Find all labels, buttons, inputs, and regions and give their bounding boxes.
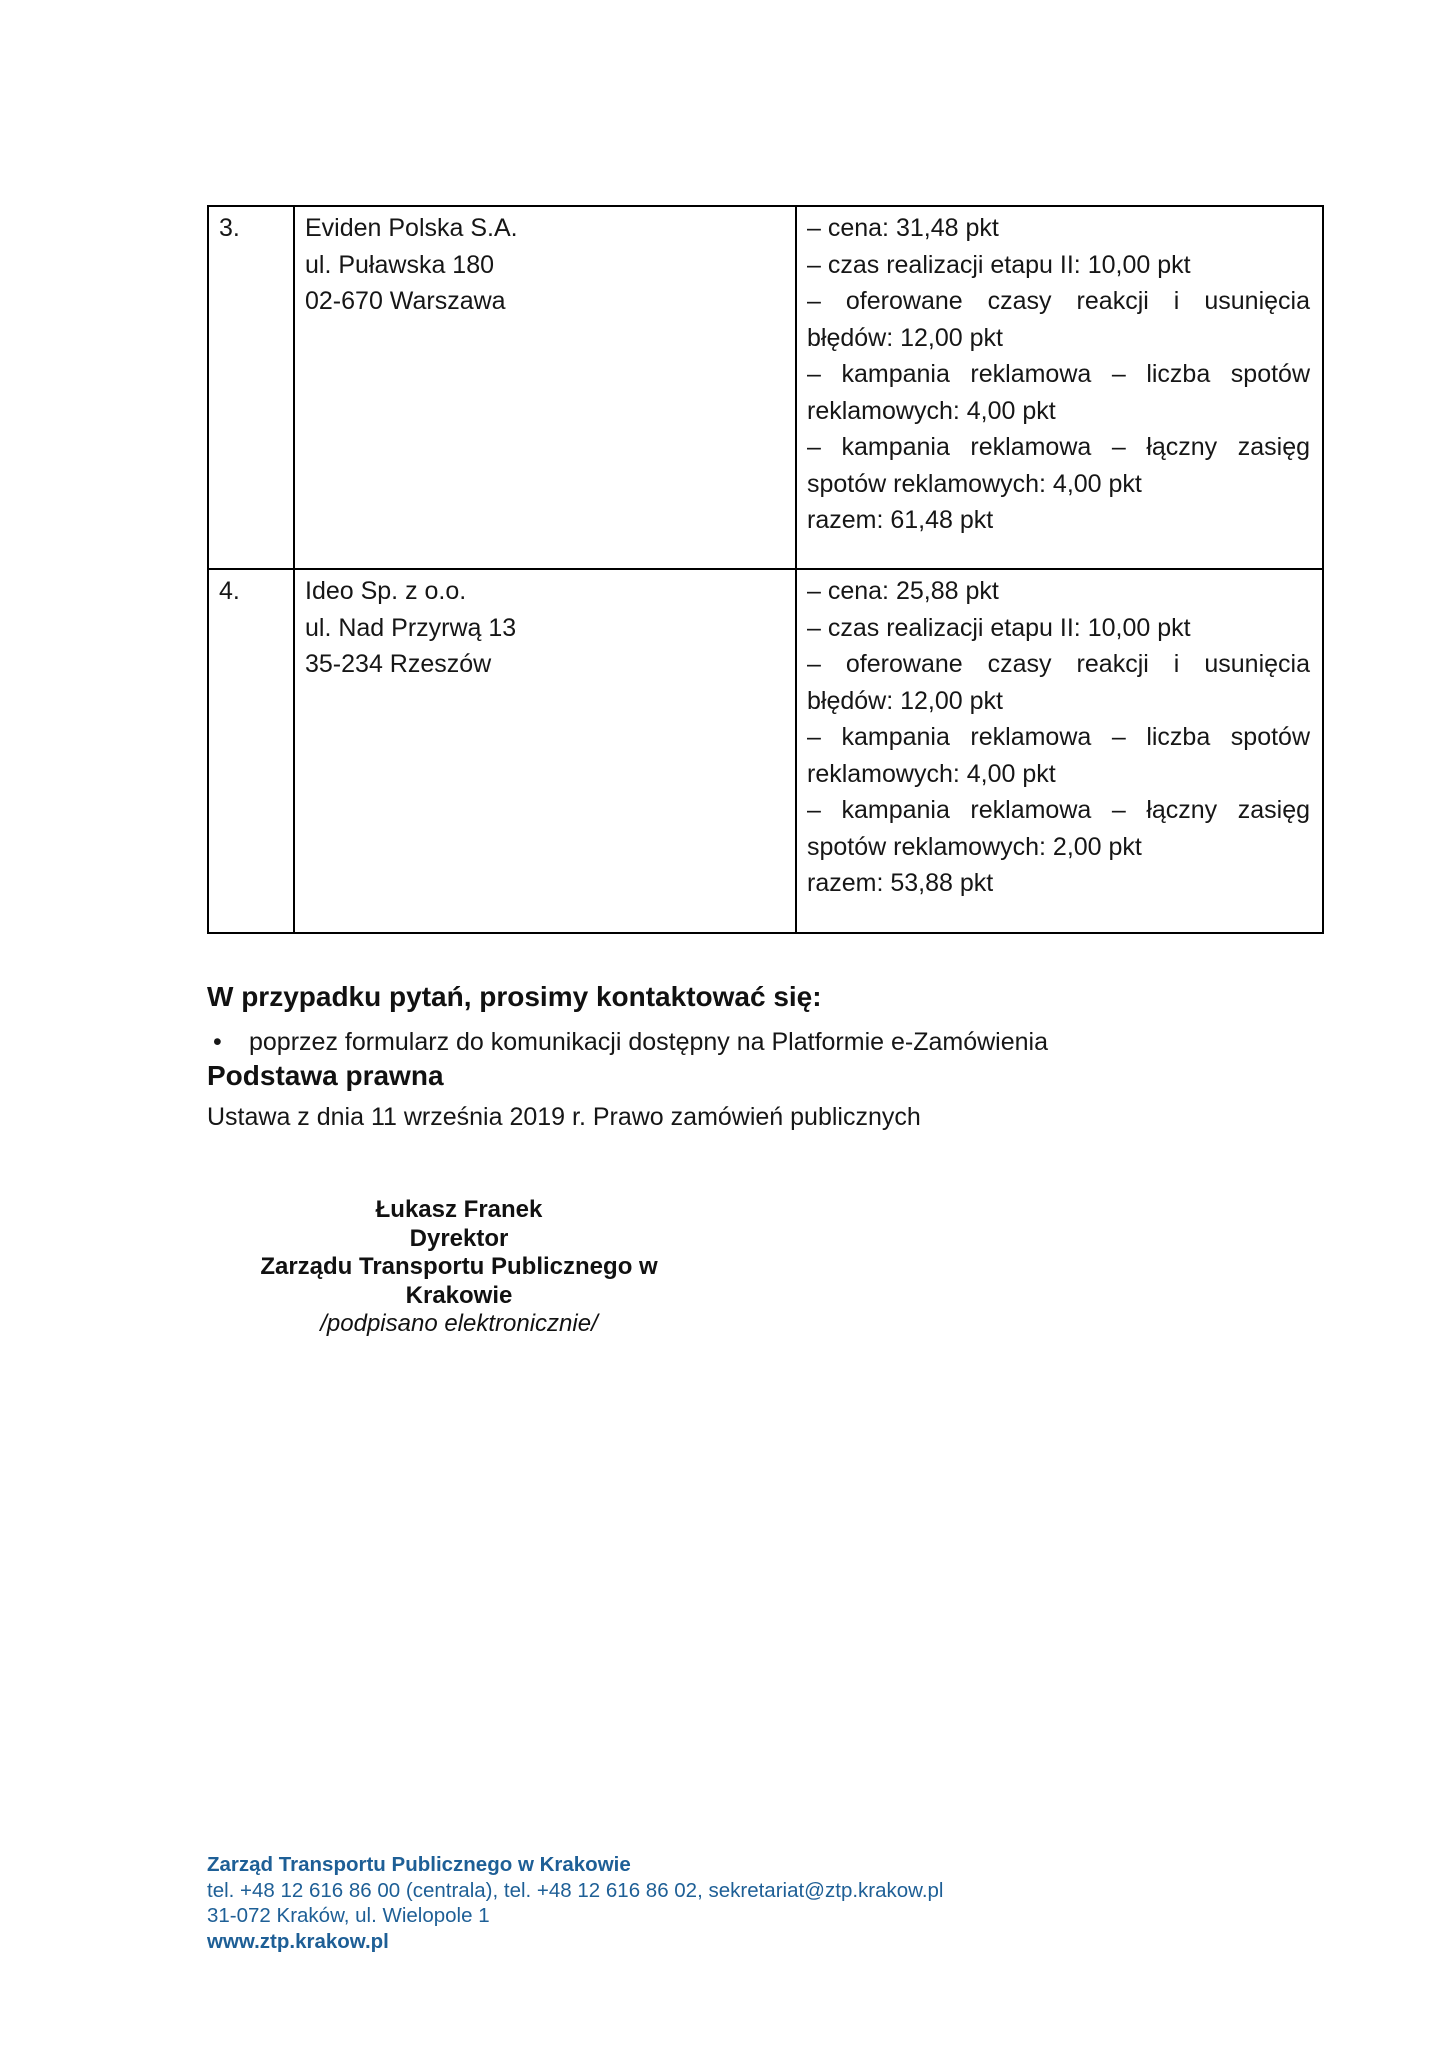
contact-bullet-item <box>207 1024 1048 1060</box>
company-city: 35-234 Rzeszów <box>305 650 492 678</box>
legal-basis-heading: Podstawa prawna <box>207 1060 444 1091</box>
company-name: Ideo Sp. z o.o. <box>305 577 467 605</box>
footer-website: www.ztp.krakow.pl <box>207 1929 389 1953</box>
signature-block <box>207 1196 711 1339</box>
letterhead-footer <box>207 1852 944 1954</box>
score-total: razem: 61,48 pkt <box>807 506 994 534</box>
legal-basis-text: Ustawa z dnia 11 września 2019 r. Prawo zamówień publicznych <box>207 1103 921 1131</box>
row-number: 3. <box>219 214 240 242</box>
contact-bullet-text: poprzez formularz do komunikacji dostępny na Platformie e-Zamówienia <box>249 1028 1048 1056</box>
score-item: – oferowane czasy reakcji i usunięcia błędów: 12,00 pkt <box>807 650 1310 715</box>
company-city: 02-670 Warszawa <box>305 287 506 315</box>
score-item: – kampania reklamowa – łączny zasięg spotów reklamowych: 2,00 pkt <box>807 796 1310 861</box>
row-number: 4. <box>219 577 240 605</box>
signatory-organization: Zarządu Transportu Publicznego w Krakowie <box>260 1253 658 1309</box>
bullet-icon: • <box>213 1028 222 1056</box>
score-item: – oferowane czasy reakcji i usunięcia błędów: 12,00 pkt <box>807 287 1310 352</box>
signatory-name: Łukasz Franek <box>375 1196 543 1223</box>
footer-address: 31-072 Kraków, ul. Wielopole 1 <box>207 1904 490 1927</box>
electronic-signature-note: /podpisano elektronicznie/ <box>320 1310 598 1337</box>
table-row <box>208 569 1323 933</box>
score-item: – cena: 25,88 pkt <box>807 577 999 605</box>
company-name: Eviden Polska S.A. <box>305 214 518 242</box>
score-item: – czas realizacji etapu II: 10,00 pkt <box>807 250 1191 279</box>
row-number-cell <box>208 206 294 569</box>
company-cell <box>294 206 796 569</box>
score-item: – kampania reklamowa – liczba spotów reklamowych: 4,00 pkt <box>807 723 1310 788</box>
company-street: ul. Puławska 180 <box>305 250 495 279</box>
score-total: razem: 53,88 pkt <box>807 869 994 897</box>
footer-phone-email: tel. +48 12 616 86 00 (centrala), tel. +48 12 616 86 02, sekretariat@ztp.krakow.pl <box>207 1878 944 1902</box>
company-cell <box>294 569 796 933</box>
score-item: – kampania reklamowa – liczba spotów reklamowych: 4,00 pkt <box>807 360 1310 425</box>
signatory-title: Dyrektor <box>409 1224 509 1252</box>
company-street: ul. Nad Przyrwą 13 <box>305 613 517 642</box>
offers-score-table <box>207 205 1324 934</box>
table-row <box>208 206 1323 569</box>
score-item: – czas realizacji etapu II: 10,00 pkt <box>807 613 1191 642</box>
score-item: – kampania reklamowa – łączny zasięg spotów reklamowych: 4,00 pkt <box>807 433 1310 498</box>
score-item: – cena: 31,48 pkt <box>807 214 999 242</box>
row-number-cell <box>208 569 294 933</box>
scores-cell <box>796 569 1323 933</box>
footer-organization: Zarząd Transportu Publicznego w Krakowie <box>207 1853 631 1876</box>
scores-cell <box>796 206 1323 569</box>
contact-heading: W przypadku pytań, prosimy kontaktować się: <box>207 981 822 1012</box>
